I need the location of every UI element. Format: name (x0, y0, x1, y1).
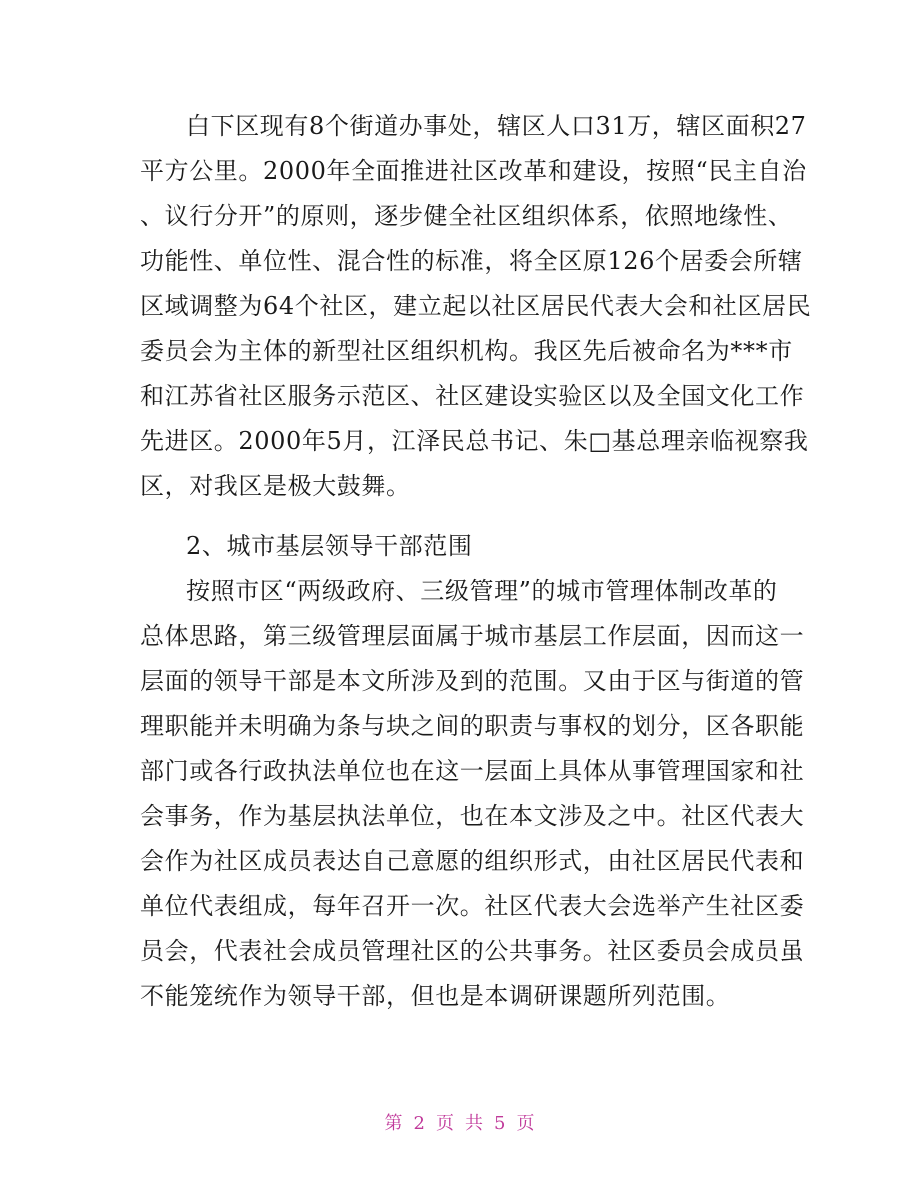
footer-page-label: 页 (436, 1113, 455, 1134)
paragraph-line: 员会，代表社会成员管理社区的公共事务。社区委员会成员虽 (140, 937, 805, 965)
footer-total-label: 共 (465, 1113, 484, 1134)
paragraph-line: 和江苏省社区服务示范区、社区建设实验区以及全国文化工作 (140, 382, 805, 410)
paragraph-line: 理职能并未明确为条与块之间的职责与事权的划分，区各职能 (140, 712, 805, 740)
section-heading: 2、城市基层领导干部范围 (186, 532, 473, 560)
paragraph-line: 总体思路，第三级管理层面属于城市基层工作层面，因而这一 (140, 622, 805, 650)
paragraph-line: 白下区现有8个街道办事处，辖区人口31万，辖区面积27 (186, 112, 807, 140)
footer-suffix: 页 (516, 1113, 536, 1134)
paragraph-line: 会事务，作为基层执法单位，也在本文涉及之中。社区代表大 (140, 802, 805, 830)
footer-prefix: 第 (384, 1113, 404, 1134)
page-footer (0, 1110, 920, 1138)
paragraph-line: 委员会为主体的新型社区组织机构。我区先后被命名为***市 (140, 337, 793, 365)
paragraph-line: 单位代表组成，每年召开一次。社区代表大会选举产生社区委 (140, 892, 805, 920)
paragraph-line: 层面的领导干部是本文所涉及到的范围。又由于区与街道的管 (140, 667, 805, 695)
paragraph-line: 区，对我区是极大鼓舞。 (140, 472, 411, 500)
paragraph-line: 按照市区“两级政府、三级管理”的城市管理体制改革的 (186, 577, 778, 605)
paragraph-line: 平方公里。2000年全面推进社区改革和建设，按照“民主自治 (140, 157, 807, 185)
paragraph-line: 部门或各行政执法单位也在这一层面上具体从事管理国家和社 (140, 757, 805, 785)
paragraph-line: 功能性、单位性、混合性的标准，将全区原126个居委会所辖 (140, 247, 803, 275)
footer-page-number: 2 (413, 1113, 426, 1134)
paragraph-line: 先进区。2000年5月，江泽民总书记、朱□基总理亲临视察我 (140, 427, 809, 455)
footer-total-pages: 5 (494, 1113, 507, 1134)
paragraph-line: 区域调整为64个社区，建立起以社区居民代表大会和社区居民 (140, 292, 812, 320)
paragraph-line: 、议行分开”的原则，逐步健全社区组织体系，依照地缘性、 (140, 202, 793, 230)
paragraph-line: 会作为社区成员表达自己意愿的组织形式，由社区居民代表和 (140, 847, 805, 875)
paragraph-line: 不能笼统作为领导干部，但也是本调研课题所列范围。 (140, 982, 731, 1010)
